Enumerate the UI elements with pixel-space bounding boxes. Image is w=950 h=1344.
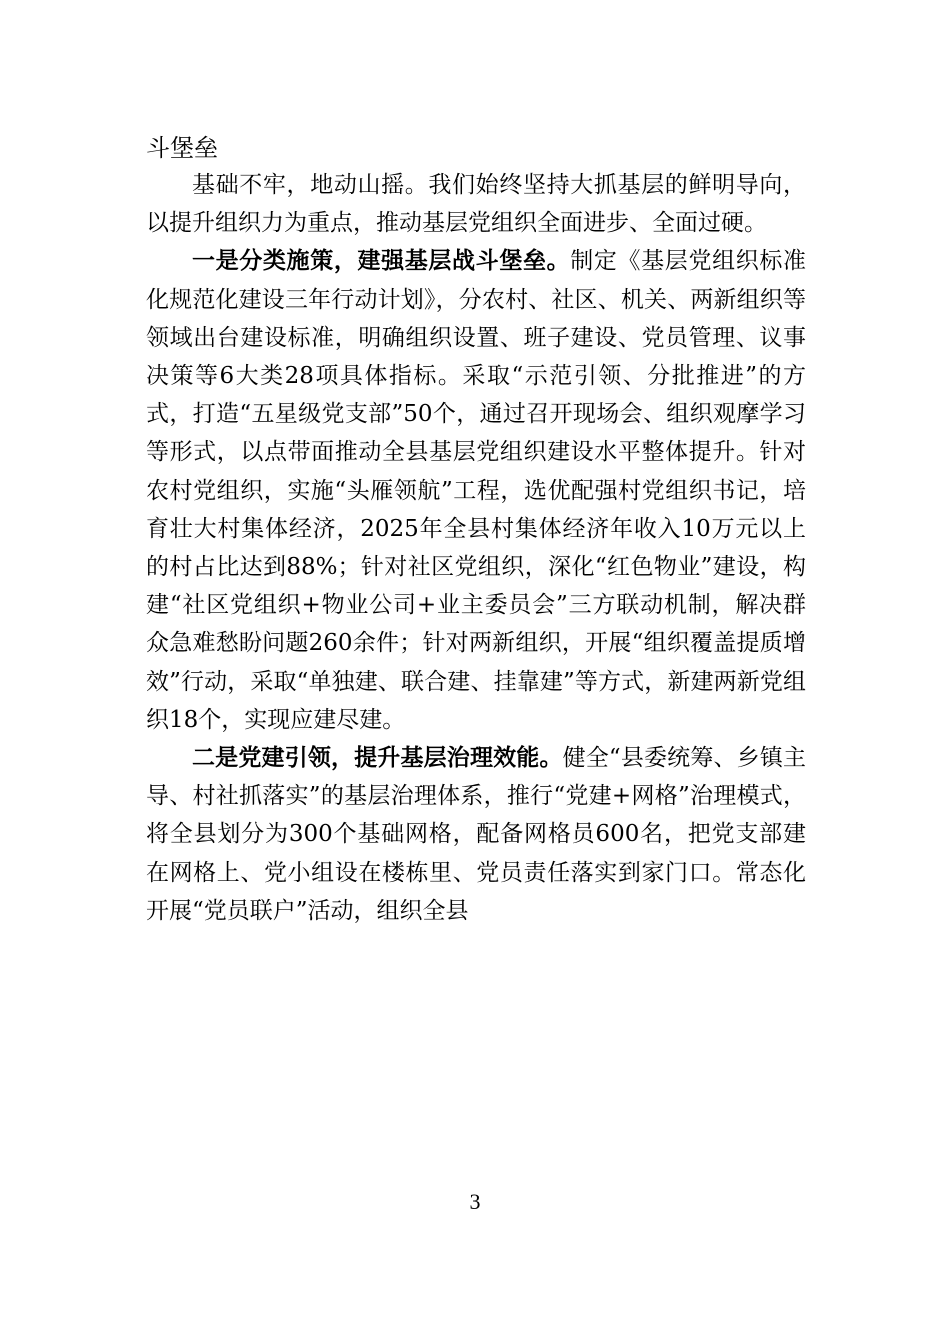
section-one-body: 制定《基层党组织标准化规范化建设三年行动计划》，分农村、社区、机关、两新组织等领域出台建设标准，明确组织设置、班子建设、党员管理、议事决策等6大类28项具体指标。采取“示范引领、分批推进”的方式，打造“五星级党支部”50个，通过召开现场会、组织观摩学习等形式，以点带面推动全县基层党组织建设水平整体提升。针对农村党组织，实施“头雁领航”工程，选优配强村党组织书记，培育壮大村集体经济，2025年全县村集体经济年收入10万元以上的村占比达到88%；针对社区党组织，深化“红色物业”建设，构建“社区党组织+物业公司+业主委员会”三方联动机制，解决群众急难愁盼问题260余件；针对两新组织，开展“组织覆盖提质增效”行动，采取“单独建、联合建、挂靠建”等方式，新建两新党组织18个，实现应建尽建。 — [146, 248, 807, 733]
section-two-paragraph — [146, 739, 806, 930]
page-number: 3 — [469, 1189, 481, 1214]
document-body — [146, 128, 806, 930]
section-one-lead: 一是分类施策，建强基层战斗堡垒。 — [192, 247, 571, 275]
section-two-lead: 二是党建引领，提升基层治理效能。 — [192, 744, 563, 772]
intro-paragraph: 基础不牢，地动山摇。我们始终坚持大抓基层的鲜明导向，以提升组织力为重点，推动基层党组织全面进步、全面过硬。 — [146, 172, 806, 237]
section-heading-continuation: 斗堡垒 — [146, 134, 218, 162]
section-one-paragraph — [146, 242, 806, 739]
section-two-body: 健全“县委统筹、乡镇主导、村社抓落实”的基层治理体系，推行“党建+网格”治理模式，将全县划分为300个基础网格，配备网格员600名，把党支部建在网格上、党小组设在楼栋里、党员责任落实到家门口。常态化开展“党员联户”活动，组织全县 — [146, 745, 806, 924]
